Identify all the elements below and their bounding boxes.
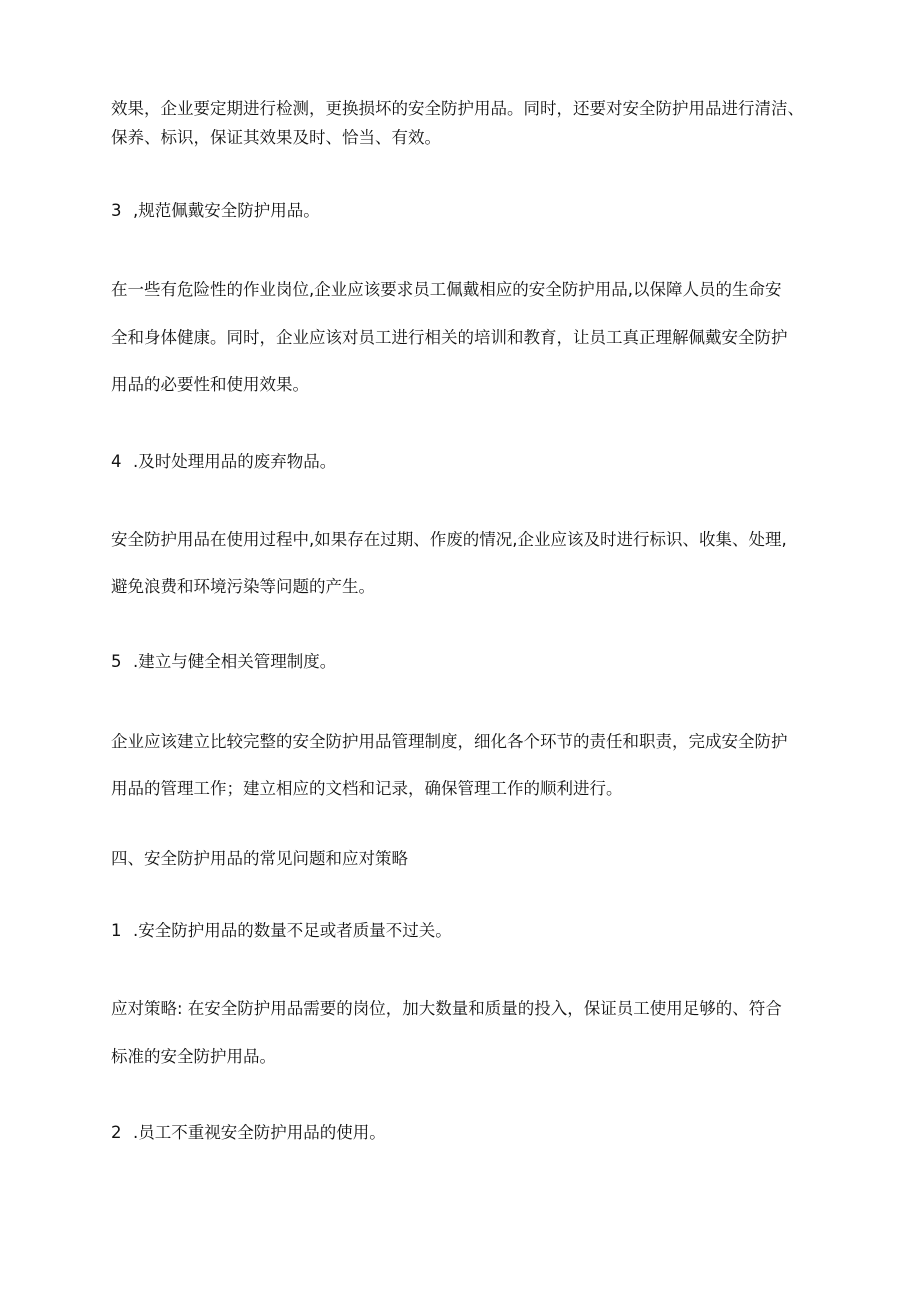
line-text: 全和身体健康。同时，企业应该对员工进行相关的培训和教育，让员工真正理解佩戴安全防护 bbox=[111, 328, 788, 347]
section-heading-1 bbox=[111, 920, 452, 942]
paragraph-line bbox=[111, 576, 375, 598]
line-text: 效果，企业要定期进行检测，更换损坏的安全防护用品。同时，还要对安全防护用品进行清洁、 bbox=[111, 99, 804, 118]
paragraph-line bbox=[111, 127, 441, 149]
paragraph-line bbox=[111, 279, 782, 301]
section-number: 1 bbox=[111, 921, 122, 940]
section-heading-text: .建立与健全相关管理制度。 bbox=[133, 652, 337, 671]
section-heading-4 bbox=[111, 451, 336, 473]
section-heading-2 bbox=[111, 1122, 386, 1144]
section-number: 2 bbox=[111, 1123, 122, 1142]
paragraph-line bbox=[111, 731, 788, 753]
section-number: 3 bbox=[111, 201, 122, 220]
line-text: 标准的安全防护用品。 bbox=[111, 1047, 276, 1066]
paragraph-line bbox=[111, 529, 787, 551]
section-number: 5 bbox=[111, 652, 122, 671]
line-text: 企业应该建立比较完整的安全防护用品管理制度，细化各个环节的责任和职责，完成安全防护 bbox=[111, 732, 788, 751]
paragraph-line bbox=[111, 778, 623, 800]
line-text: 保养、标识，保证其效果及时、恰当、有效。 bbox=[111, 128, 441, 147]
section-heading-text: .及时处理用品的废弃物品。 bbox=[133, 452, 337, 471]
line-text: 用品的必要性和使用效果。 bbox=[111, 375, 309, 394]
section-heading-text: .员工不重视安全防护用品的使用。 bbox=[133, 1123, 386, 1142]
paragraph-line bbox=[111, 98, 804, 120]
chapter-heading bbox=[111, 848, 408, 870]
paragraph-line bbox=[111, 327, 788, 349]
section-heading-3 bbox=[111, 200, 320, 222]
line-text: 应对策略: 在安全防护用品需要的岗位，加大数量和质量的投入，保证员工使用足够的、符合 bbox=[111, 999, 782, 1018]
line-text: 避免浪费和环境污染等问题的产生。 bbox=[111, 577, 375, 596]
paragraph-line bbox=[111, 1046, 276, 1068]
section-number: 4 bbox=[111, 452, 122, 471]
paragraph-line bbox=[111, 374, 309, 396]
section-heading-text: ,规范佩戴安全防护用品。 bbox=[133, 201, 320, 220]
line-text: 安全防护用品在使用过程中,如果存在过期、作废的情况,企业应该及时进行标识、收集、处理, bbox=[111, 530, 787, 549]
line-text: 用品的管理工作；建立相应的文档和记录，确保管理工作的顺利进行。 bbox=[111, 779, 623, 798]
chapter-heading-text: 四、安全防护用品的常见问题和应对策略 bbox=[111, 849, 408, 868]
paragraph-line bbox=[111, 998, 782, 1020]
section-heading-text: .安全防护用品的数量不足或者质量不过关。 bbox=[133, 921, 452, 940]
line-text: 在一些有危险性的作业岗位,企业应该要求员工佩戴相应的安全防护用品,以保障人员的生命安 bbox=[111, 280, 782, 299]
section-heading-5 bbox=[111, 651, 336, 673]
